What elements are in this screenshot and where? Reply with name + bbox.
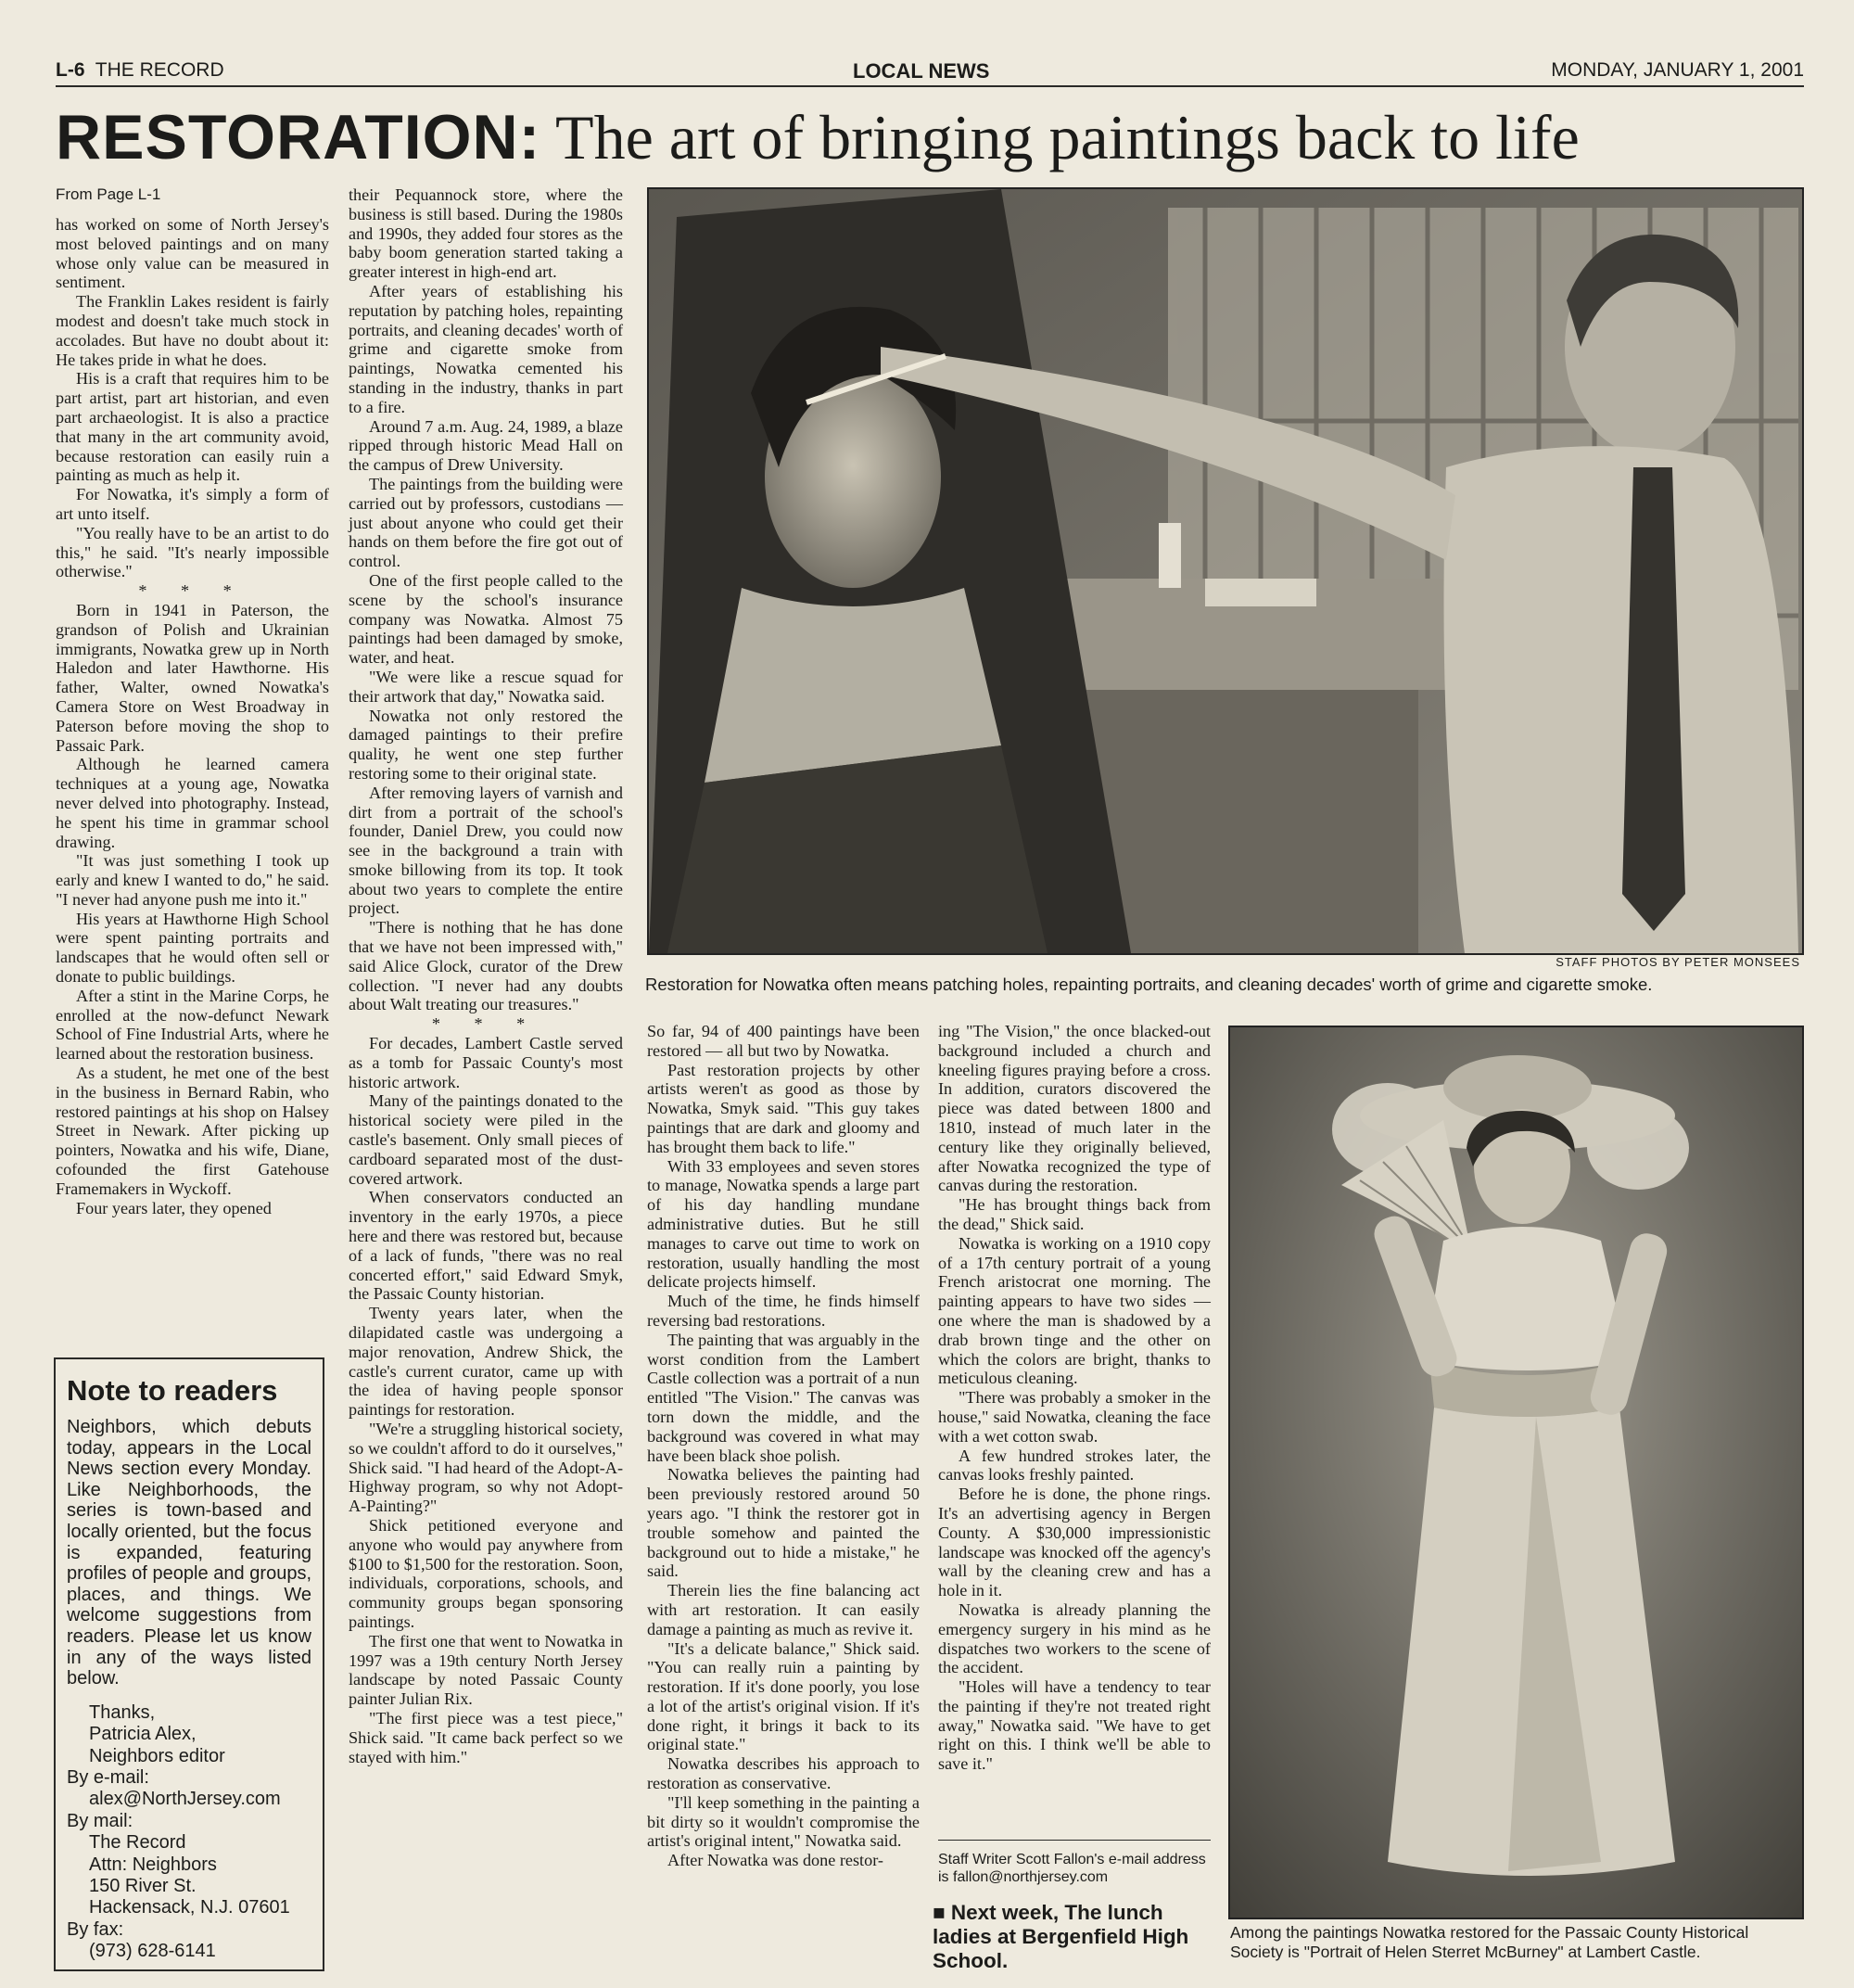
note-email-label: By e-mail:: [67, 1766, 149, 1788]
page-number: L-6: [56, 59, 85, 81]
folio-rule: [56, 85, 1804, 87]
page-folio: [56, 59, 224, 82]
article-paragraph: His is a craft that requires him to be part artist, part art historian, and even part archaeologist. It is also a practice that many in the art community avoid, because restoration can easily ruin a painting as much as help it.: [56, 369, 329, 485]
article-paragraph: Nowatka not only restored the damaged paintings to their prefire quality, he went one step further restoring some to their original state.: [349, 706, 623, 783]
tagline-rule: [938, 1840, 1211, 1841]
article-paragraph: Although he learned camera techniques at a young age, Nowatka never delved into photography. Instead, he spent his time in grammar school drawing.: [56, 755, 329, 851]
article-paragraph: has worked on some of North Jersey's most beloved paintings and on many whose only value can be measured in sentiment.: [56, 215, 329, 292]
article-paragraph: His years at Hawthorne High School were spent painting portraits and landscapes that he would often sell or donate to public buildings.: [56, 909, 329, 987]
article-paragraph: The first one that went to Nowatka in 1997 was a 19th century North Jersey landscape by noted Passaic County painter Julian Rix.: [349, 1631, 623, 1709]
article-paragraph: Nowatka describes his approach to restoration as conservative.: [647, 1754, 920, 1793]
section-label: LOCAL NEWS: [853, 59, 990, 83]
note-address-line: Hackensack, N.J. 07601: [89, 1897, 290, 1918]
next-week-text: Next week, The lunch ladies at Bergenfield High School.: [933, 1901, 1189, 1972]
helen-sterret-mcburney-portrait: [1230, 1027, 1802, 1918]
article-paragraph: "It's a delicate balance," Shick said. "You can really ruin a painting by restoration. If it's done poorly, you lose a lot of the artist's original vision. If it's done right, it brings it back to its original state.": [647, 1638, 920, 1754]
headline-deck: The art of bringing paintings back to life: [555, 102, 1580, 172]
portrait-caption: Among the paintings Nowatka restored for the Passaic County Historical Society is "Portrait of Helen Sterret McBurney" at Lambert Castle.: [1230, 1923, 1749, 1961]
writer-tagline: Staff Writer Scott Fallon's e-mail address is fallon@northjersey.com: [938, 1852, 1206, 1885]
article-paragraph: After years of establishing his reputation by patching holes, repainting portraits, and cleaning decades' worth of grime and cigarette smoke from paintings, Nowatka cemented his standing in the industry, thanks in part to a fire.: [349, 281, 623, 416]
article-paragraph: So far, 94 of 400 paintings have been restored — all but two by Nowatka.: [647, 1022, 920, 1060]
note-fax-number: (973) 628-6141: [89, 1941, 216, 1962]
article-paragraph: A few hundred strokes later, the canvas looks freshly painted.: [938, 1446, 1211, 1485]
article-paragraph: The paintings from the building were carried out by professors, custodians — just about anyone who could get their hands on them before the fire got out of control.: [349, 474, 623, 571]
article-paragraph: When conservators conducted an inventory in the early 1970s, a piece here and there was restored but, because of a lack of funds, "there was no real concerted effort," said Edward Smyk, the Passaic County historian.: [349, 1188, 623, 1304]
article-paragraph: "It was just something I took up early and knew I wanted to do," he said. "I never had anyone push me into it.": [56, 851, 329, 909]
article-paragraph: Much of the time, he finds himself reversing bad restorations.: [647, 1292, 920, 1330]
article-paragraph: Many of the paintings donated to the historical society were piled in the castle's basement. Only small pieces of cardboard separated most of the dust-covered artwork.: [349, 1091, 623, 1188]
section-break: * * *: [138, 581, 247, 601]
note-editor-name: Patricia Alex,: [89, 1724, 197, 1745]
article-paragraph: ing "The Vision," the once blacked-out background included a church and kneeling figures praying before a cross. In addition, curators discovered the piece was dated between 1800 and 1810, instead of much later in the century like they originally believed, after Nowatka recognized the type of canvas during the restoration.: [938, 1022, 1211, 1195]
note-to-readers-box: [54, 1357, 324, 1971]
article-paragraph: Four years later, they opened: [76, 1198, 272, 1217]
headline: [56, 100, 1817, 174]
article-paragraph: "Holes will have a tendency to tear the painting if they're not treated right away," Nowatka said. "We have to get right on this. I think we'll be able to save it.": [938, 1677, 1211, 1774]
headline-kicker: RESTORATION:: [56, 102, 541, 172]
article-paragraph: "You really have to be an artist to do this," he said. "It's nearly impossible otherwise.": [56, 523, 329, 581]
article-paragraph: Twenty years later, when the dilapidated castle was undergoing a major renovation, Andrew Shick, the castle's current curator, came up with the idea of having people sponsor paintings for restoration.: [349, 1304, 623, 1420]
main-photo: [647, 187, 1804, 955]
restorer-at-work-photo: [649, 189, 1802, 953]
note-title: Note to readers: [67, 1374, 278, 1407]
article-paragraph: Nowatka believes the painting had been previously restored around 50 years ago. "I think the restorer got in trouble somehow and painted the background out to hide a mistake," he said.: [647, 1465, 920, 1581]
article-paragraph: "We're a struggling historical society, so we couldn't afford to do it ourselves," Shick said. "I had heard of the Adopt-A-Highway program, so why not Adopt-A-Painting?": [349, 1420, 623, 1516]
article-column-1: [56, 215, 329, 1217]
article-paragraph: their Pequannock store, where the business is still based. During the 1980s and 1990s, they added four stores as the baby boom generation started taking a greater interest in high-end art.: [349, 185, 623, 282]
article-paragraph: The Franklin Lakes resident is fairly modest and doesn't take much stock in accolades. But have no doubt about it: He takes pride in what he does.: [56, 292, 329, 369]
note-editor-title: Neighbors editor: [89, 1745, 225, 1766]
article-paragraph: "There is nothing that he has done that we have not been impressed with," said Alice Glock, curator of the Drew collection. "I never had any doubts about Walt treating our treasures.": [349, 918, 623, 1014]
note-address-line: 150 River St.: [89, 1875, 197, 1896]
article-paragraph: "There was probably a smoker in the house," said Nowatka, cleaning the face with a wet cotton swab.: [938, 1388, 1211, 1446]
bullet-icon: ■: [933, 1901, 946, 1924]
article-paragraph: Past restoration projects by other artists weren't as good as those by Nowatka, Smyk said. "This guy takes paintings that are dark and gloomy and has brought them back to life.": [647, 1060, 920, 1156]
jump-line: From Page L-1: [56, 185, 161, 203]
article-column-2: [349, 185, 623, 1766]
paper-name: THE RECORD: [95, 59, 224, 81]
issue-date: MONDAY, JANUARY 1, 2001: [1551, 59, 1804, 81]
article-paragraph: Born in 1941 in Paterson, the grandson of Polish and Ukrainian immigrants, Nowatka grew up in North Haledon and later Hawthorne. His father, Walter, owned Nowatka's Camera Store on West Broadway in Paterson before moving the shop to Passaic Park.: [56, 600, 329, 755]
next-week-teaser: [933, 1901, 1211, 1973]
article-paragraph: For Nowatka, it's simply a form of art unto itself.: [56, 485, 329, 523]
article-paragraph: As a student, he met one of the best in the business in Bernard Rabin, who restored paintings at his shop on Halsey Street in Newark. After picking up pointers, Nowatka and his wife, Diane, cofounded the first Gatehouse Framemakers in Wyckoff.: [56, 1064, 329, 1198]
note-address-line: Attn: Neighbors: [89, 1854, 217, 1875]
note-fax-label: By fax:: [67, 1918, 124, 1940]
article-paragraph: "The first piece was a test piece," Shick said. "It came back perfect so we stayed with him.": [349, 1708, 623, 1766]
article-paragraph: After removing layers of varnish and dirt from a portrait of the school's founder, Daniel Drew, you could now see in the background a train with smoke billowing from its top. It took about two years to complete the entire project.: [349, 783, 623, 918]
main-photo-caption: Restoration for Nowatka often means patching holes, repainting portraits, and cleaning decades' worth of grime and cigarette smoke.: [645, 975, 1653, 994]
article-paragraph: Therein lies the fine balancing act with art restoration. It can easily damage a painting as much as revive it.: [647, 1581, 920, 1638]
article-paragraph: After a stint in the Marine Corps, he enrolled at the now-defunct Newark School of Fine Industrial Arts, where he learned about the restoration business.: [56, 986, 329, 1064]
article-paragraph: Shick petitioned everyone and anyone who would pay anywhere from $100 to $1,500 for the restoration. Soon, individuals, corporations, schools, and community groups began sponsoring paintings.: [349, 1515, 623, 1631]
note-mail-label: By mail:: [67, 1810, 133, 1831]
note-body: Neighbors, which debuts today, appears in the Local News section every Monday. Like Neighborhoods, the series is town-based and locally oriented, but the focus is expanded, featuring profiles of people and groups, places, and things. We welcome suggestions from readers. Please let us know in any of the ways listed below.: [67, 1417, 311, 1689]
section-break: * * *: [431, 1014, 540, 1034]
note-thanks: Thanks,: [89, 1701, 156, 1723]
note-email-link[interactable]: alex@NorthJersey.com: [89, 1789, 281, 1810]
article-paragraph: "We were like a rescue squad for their artwork that day," Nowatka said.: [349, 667, 623, 706]
article-paragraph: The painting that was arguably in the worst condition from the Lambert Castle collection was a portrait of a nun entitled "The Vision." The canvas was torn down the middle, and the background was covered in what may have been black shoe polish.: [647, 1330, 920, 1465]
article-paragraph: One of the first people called to the scene by the school's insurance company was Nowatka. Almost 75 paintings had been damaged by smoke, water, and heat.: [349, 570, 623, 668]
article-paragraph: Around 7 a.m. Aug. 24, 1989, a blaze ripped through historic Mead Hall on the campus of Drew University.: [349, 416, 623, 475]
article-column-3: [647, 1022, 920, 1870]
article-paragraph: Before he is done, the phone rings. It's an advertising agency in Bergen County. A $30,000 impressionistic landscape was knocked off the agency's wall by the cleaning crew and has a hole in it.: [938, 1485, 1211, 1600]
article-paragraph: "He has brought things back from the dead," Shick said.: [938, 1195, 1211, 1233]
article-column-4: [938, 1022, 1211, 1774]
article-paragraph: Nowatka is working on a 1910 copy of a 17th century portrait of a young French aristocrat one morning. The painting appears to have two sides — one where the man is shadowed by a drab brown tinge and the other on which the colors are bright, thanks to meticulous cleaning.: [938, 1233, 1211, 1388]
article-paragraph: After Nowatka was done restor-: [667, 1851, 883, 1870]
article-paragraph: For decades, Lambert Castle served as a tomb for Passaic County's most historic artwork.: [349, 1034, 623, 1091]
photo-credit: STAFF PHOTOS BY PETER MONSEES: [1556, 955, 1800, 969]
article-paragraph: Nowatka is already planning the emergency surgery in his mind as he dispatches two workers to the scene of the accident.: [938, 1599, 1211, 1677]
note-address-line: The Record: [89, 1832, 186, 1854]
portrait-photo: [1228, 1026, 1804, 1919]
article-paragraph: With 33 employees and seven stores to manage, Nowatka spends a large part of his day handling mundane administrative duties. But he still manages to carve out time to work on restoration, usually handling the most delicate projects himself.: [647, 1156, 920, 1292]
article-paragraph: "I'll keep something in the painting a bit dirty so it wouldn't compromise the artist's original intent," Nowatka said.: [647, 1792, 920, 1851]
